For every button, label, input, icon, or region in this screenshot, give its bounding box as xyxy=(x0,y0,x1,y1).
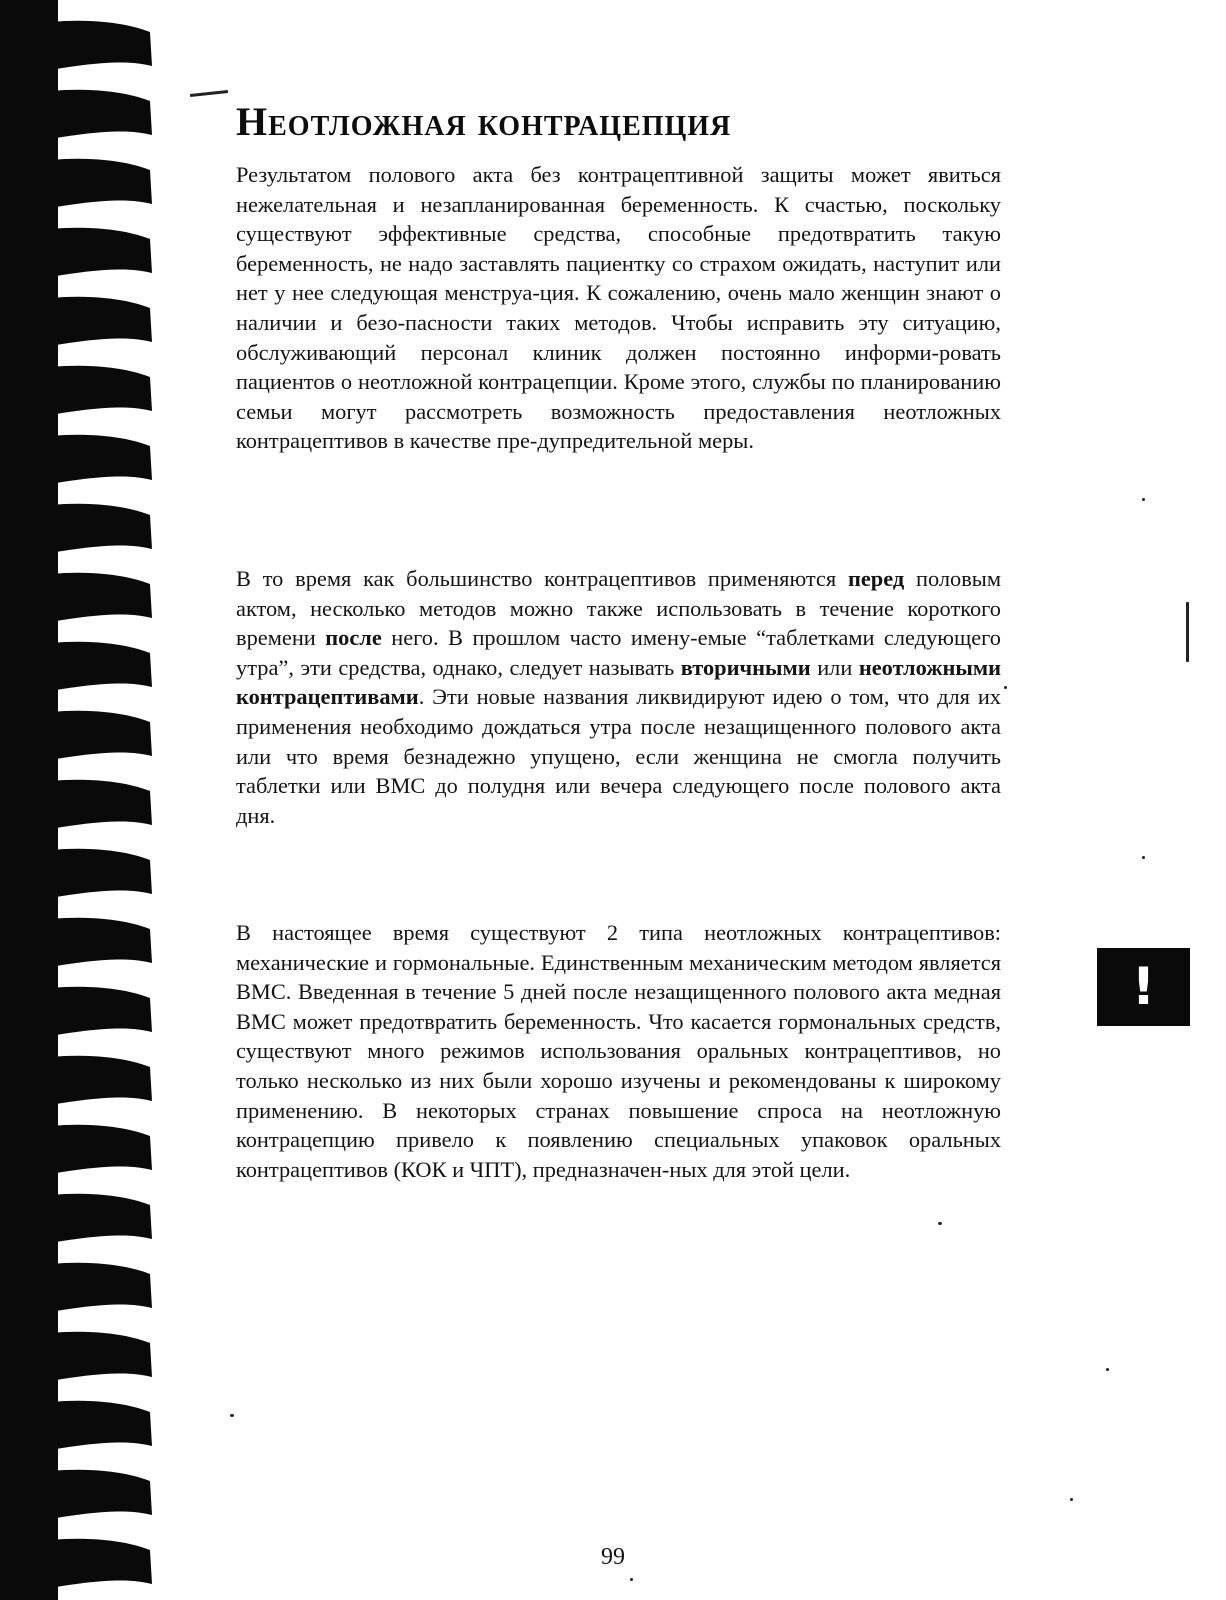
paragraph-text: него. В прошлом часто имену-емые “таблетками следующего утра”, эти средства, однако, следует называть xyxy=(236,625,1001,680)
scan-speck xyxy=(1142,498,1145,501)
binding-gap xyxy=(58,1176,96,1192)
scan-artifact-mark xyxy=(190,90,228,97)
binding-coil xyxy=(50,1470,152,1519)
binding-gap xyxy=(58,1314,96,1330)
scan-speck xyxy=(630,1578,633,1581)
exclamation-icon: ! xyxy=(1131,957,1156,1017)
paragraph-types: В настоящее время существуют 2 типа неотложных контрацептивов: механические и гормональные. Единственным механическим методом является ВМС. Введенная в течение 5 дней после незащищенного полового акта медная ВМС может предотвратить беременность. Что касается гормональных средств, существуют много режимов использования оральных контрацептивов, но только несколько из них были хорошо изучены и рекомендованы к широкому применению. В некоторых странах повышение спроса на неотложную контрацепцию привело к появлению специальных упаковок оральных контрацептивов (КОК и ЧПТ), предназначен-ных для этой цели. xyxy=(236,920,1001,1182)
binding-coil xyxy=(50,435,152,484)
attention-marker xyxy=(1097,948,1190,1026)
paragraph-text: половым актом, несколько методов можно также использовать в течение короткого времени xyxy=(236,566,1001,651)
emphasis-secondary: вторичными xyxy=(680,654,811,680)
binding-coil xyxy=(50,297,152,346)
binding-coil xyxy=(50,1332,152,1381)
scan-speck xyxy=(1186,602,1189,662)
binding-gap xyxy=(58,555,96,571)
binding-gap xyxy=(58,1107,96,1123)
binding-gap xyxy=(58,1038,96,1054)
paragraph-intro: Результатом полового акта без контрацептивной защиты может явиться нежелательная и незапланированная беременность. К счастью, поскольку существуют эффективные средства, способные предотвратить такую беременность, не надо заставлять пациентку со страхом ожидать, наступит или нет у нее следующая менструа-ция. К сожалению, очень мало женщин знают о наличии и безо-пасности таких методов. Чтобы исправить эту ситуацию, обслуживающий персонал клиник должен постоянно информи-ровать пациентов о неотложной контрацепции. Кроме этого, службы по планированию семьи могут рассмотреть возможность предоставления неотложных контрацептивов в качестве пре-дупредительной меры. xyxy=(236,162,1001,454)
emphasis-before: перед xyxy=(847,566,905,591)
binding-gap xyxy=(58,486,96,502)
scan-speck xyxy=(230,1414,234,1417)
binding-coil xyxy=(50,1194,152,1243)
binding-gap xyxy=(58,210,96,226)
emphasis-emergency: неотложными контрацептивами xyxy=(236,654,1001,710)
paragraph-text: В то время как большинство контрацептивов применяются xyxy=(236,566,848,591)
binding-coil xyxy=(50,1056,152,1105)
binding-gap xyxy=(58,1452,96,1468)
binding-gap xyxy=(58,693,96,709)
scan-speck xyxy=(1106,1368,1109,1371)
binding-coil xyxy=(50,504,152,553)
binding-coil xyxy=(50,366,152,415)
spiral-binding xyxy=(0,0,180,1600)
binding-coil xyxy=(50,90,152,139)
binding-gap xyxy=(58,1245,96,1261)
binding-gap xyxy=(58,1590,96,1600)
paragraph-text: или xyxy=(810,654,859,680)
page-title: Неотложная контрацепция xyxy=(236,99,732,144)
binding-gap xyxy=(58,624,96,640)
binding-gap xyxy=(58,831,96,847)
binding-coil xyxy=(50,228,152,277)
scan-speck xyxy=(1142,856,1145,859)
emphasis-after: после xyxy=(325,625,382,651)
paragraph-secondary-methods xyxy=(236,564,1001,830)
page-number: 99 xyxy=(601,1544,625,1570)
binding-coil xyxy=(50,849,152,898)
binding-coil xyxy=(50,780,152,829)
binding-gap xyxy=(58,279,96,295)
binding-gap xyxy=(58,900,96,916)
document-page xyxy=(236,99,1001,1182)
binding-gap xyxy=(58,348,96,364)
binding-gap xyxy=(58,1383,96,1399)
binding-gap xyxy=(58,72,96,88)
binding-coil xyxy=(50,1263,152,1312)
binding-gap xyxy=(58,969,96,985)
binding-coil xyxy=(50,918,152,967)
binding-coil xyxy=(50,573,152,622)
binding-coil xyxy=(50,21,152,70)
binding-coil xyxy=(50,1401,152,1450)
binding-gap xyxy=(58,762,96,778)
binding-gap xyxy=(58,141,96,157)
binding-gap xyxy=(58,1521,96,1537)
binding-coil xyxy=(50,642,152,691)
binding-coil xyxy=(50,1125,152,1174)
scan-speck xyxy=(1004,686,1007,689)
scan-speck xyxy=(1070,1498,1073,1501)
paragraph-text: . Эти новые названия ликвидируют идею о том, что для их применения необходимо дождаться утра после незащищенного полового акта или что время безнадежно упущено, если женщина не смогла получить таблетки или ВМС до полудня или вечера следующего после полового акта дня. xyxy=(236,684,1001,828)
binding-coil xyxy=(50,159,152,208)
scan-speck xyxy=(938,1222,942,1225)
binding-gap xyxy=(58,417,96,433)
binding-coil xyxy=(50,711,152,760)
binding-coil xyxy=(50,987,152,1036)
